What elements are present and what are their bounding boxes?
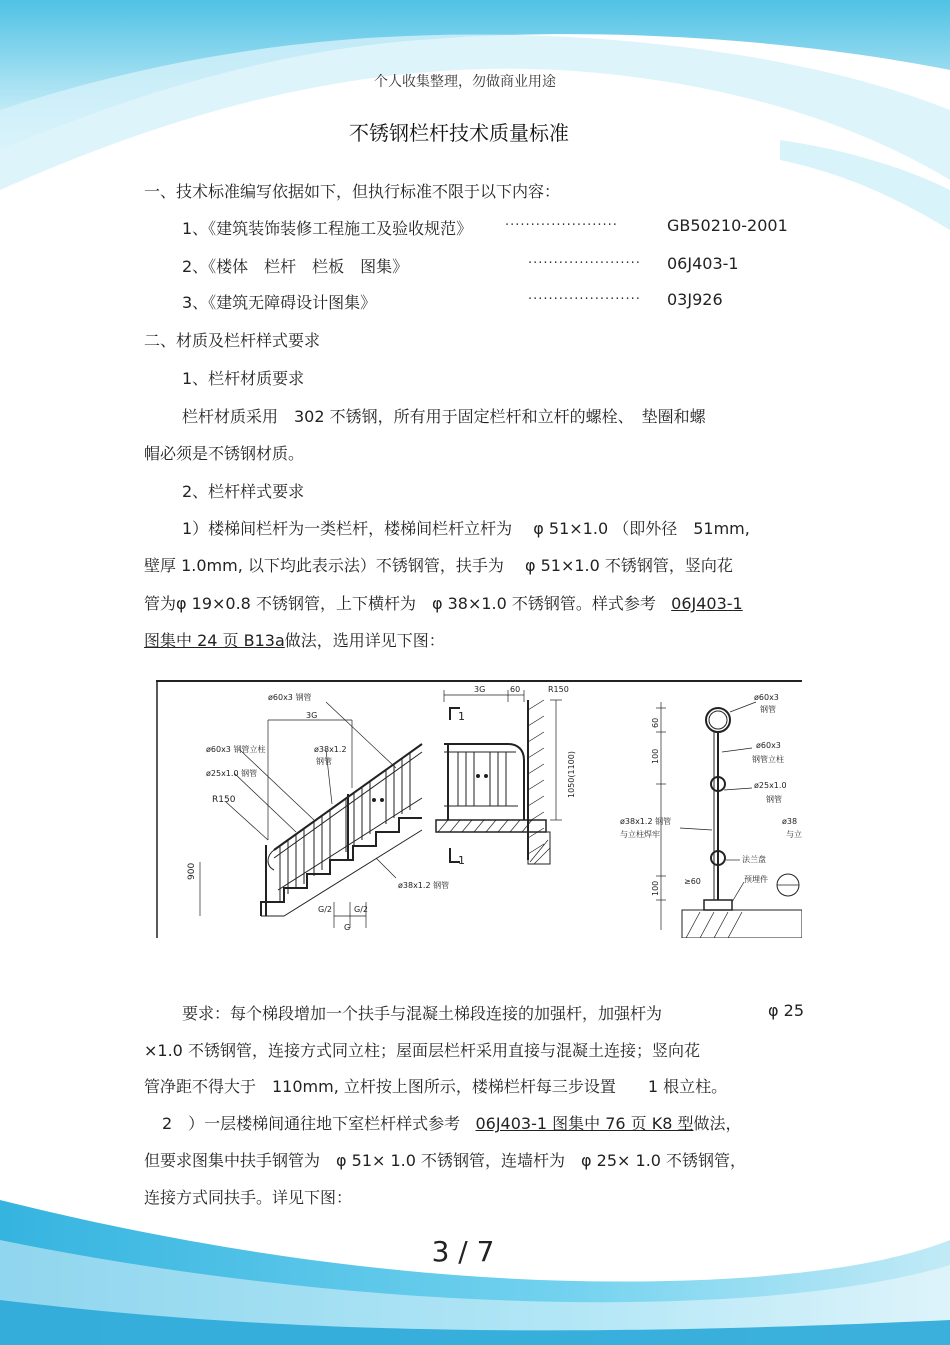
label-r-38: ø38x1.2 钢管 <box>620 817 672 826</box>
label-section-1-bottom: 1 <box>458 854 465 867</box>
label-1050: 1050(1100) <box>567 751 576 798</box>
requirement-line-2: ×1.0 不锈钢管，连接方式同立柱；屋面层栏杆采用直接与混凝土连接；竖向花 <box>144 1041 700 1060</box>
requirement-line-1-text: 要求：每个梯段增加一个扶手与混凝土梯段连接的加强杆，加强杆为 <box>182 1004 663 1023</box>
label-post: ø60x3 钢管立柱 <box>206 745 266 754</box>
rail-bolt <box>373 799 376 802</box>
item2-line-3: 连接方式同扶手。详见下图： <box>144 1188 353 1207</box>
label-r-pipe25: ø25x1.0 <box>754 781 787 790</box>
reference-name-3: 3、《建筑无障碍设计图集》 <box>182 293 377 312</box>
item2-line-1-text: 2 ）一层楼梯间通往地下室栏杆样式参考 <box>162 1114 461 1133</box>
label-pipe25: ø25x1.0 钢管 <box>206 769 258 778</box>
reference-code-1: GB50210-2001 <box>667 216 788 235</box>
label-r-pipe25-sub: 钢管 <box>766 795 782 804</box>
item1-line-3-text: 管为φ 19×0.8 不锈钢管，上下横杆为 φ 38×1.0 不锈钢管。样式参考 <box>144 594 656 613</box>
leader-dots-1: ······················ <box>505 218 618 233</box>
item1-line-2: 壁厚 1.0mm, 以下均此表示法）不锈钢管，扶手为 φ 51×1.0 不锈钢管，竖向花 <box>144 556 733 575</box>
item2-line-1 <box>162 1111 742 1134</box>
item1-line-1: 1）楼梯间栏杆为一类栏杆，楼梯间栏杆立杆为 φ 51×1.0 （即外径 51mm, <box>182 519 750 538</box>
label-pipe60: ø60x3 钢管 <box>268 693 312 702</box>
label-r-post-sub: 钢管立柱 <box>752 755 784 764</box>
label-g2-a: G/2 <box>318 905 332 914</box>
label-900: 900 <box>187 862 197 880</box>
label-mid-3g: 3G <box>474 685 486 694</box>
label-section-1-top: 1 <box>458 710 465 723</box>
label-rail38: ø38x1.2 <box>314 745 347 754</box>
label-3g: 3G <box>306 711 318 720</box>
requirement-line-1 <box>182 1001 662 1024</box>
atlas-reference-link: 06J403-1 <box>671 594 743 613</box>
reference-code-3: 03J926 <box>667 290 723 309</box>
material-paragraph-line-1: 栏杆材质采用 302 不锈钢，所有用于固定栏杆和立杆的螺栓、 垫圈和螺 <box>182 407 706 426</box>
label-r-100a: 100 <box>651 748 660 764</box>
subheading-material: 1、栏杆材质要求 <box>182 369 305 388</box>
leader-dots-3: ······················ <box>528 292 641 307</box>
label-r-60: 60 <box>651 717 660 728</box>
label-r-post: ø60x3 <box>756 741 781 750</box>
item1-line-4-text: 做法，选用详见下图： <box>284 631 445 650</box>
label-r-pipe60-sub: 钢管 <box>760 705 776 714</box>
atlas-page-reference: 图集中 24 页 B13a <box>144 631 285 650</box>
item2-line-2: 但要求图集中扶手钢管为 φ 51× 1.0 不锈钢管，连墙杆为 φ 25× 1.0 不锈钢管， <box>144 1151 747 1170</box>
reference-code-2: 06J403-1 <box>667 254 739 273</box>
watermark-text: 个人收集整理，勿做商业用途 <box>374 74 556 90</box>
subheading-style: 2、栏杆样式要求 <box>182 482 305 501</box>
post-detail-view <box>656 702 802 938</box>
reference-name-2: 2、《楼体 栏杆 栏板 图集》 <box>182 257 409 276</box>
handrail-end-curve <box>268 850 274 870</box>
label-r-100b: 100 <box>651 880 660 896</box>
material-paragraph-line-2: 帽必须是不锈钢材质。 <box>144 444 305 463</box>
requirement-line-1-end: φ 25 <box>768 1001 804 1020</box>
requirement-line-3: 管净距不得大于 110mm, 立杆按上图所示，楼梯栏杆每三步设置 1 根立柱。 <box>144 1077 728 1096</box>
stair-steps <box>261 818 422 916</box>
section-view <box>436 690 562 864</box>
reference-name-1: 1、《建筑装饰装修工程施工及验收规范》 <box>182 219 473 238</box>
page-number: 3 / 7 <box>431 1235 495 1268</box>
label-r-pipe60: ø60x3 <box>754 693 779 702</box>
railing-technical-drawing <box>156 680 802 938</box>
section1-heading: 一、技术标准编写依据如下，但执行标准不限于以下内容： <box>144 182 561 201</box>
item1-line-3 <box>144 591 743 614</box>
label-mid-60: 60 <box>510 685 521 694</box>
atlas-k8-reference: 06J403-1 图集中 76 页 K8 型 <box>475 1114 694 1133</box>
balusters-left <box>280 753 410 902</box>
label-r-38-right-sub: 与立 <box>786 830 802 839</box>
leader-lines-left <box>200 702 396 928</box>
label-r150: R150 <box>212 795 236 805</box>
rail-bolt-2 <box>381 799 384 802</box>
label-r-38-right: ø38 <box>782 817 798 826</box>
document-title: 不锈钢栏杆技术质量标准 <box>349 121 569 145</box>
label-r-embed: 预埋件 <box>744 875 768 884</box>
item1-line-4 <box>144 628 445 651</box>
label-g: G <box>344 923 351 932</box>
item2-line-1-tail: 做法， <box>693 1114 742 1133</box>
label-mid-r150: R150 <box>548 685 569 694</box>
label-r-min60: ≥60 <box>684 877 701 886</box>
label-r-flange: 法兰盘 <box>742 855 766 864</box>
section2-heading: 二、材质及栏杆样式要求 <box>144 331 321 350</box>
leader-dots-2: ······················ <box>528 256 641 271</box>
label-g2-b: G/2 <box>354 905 368 914</box>
label-r-38-sub: 与立柱焊牢 <box>620 830 660 839</box>
label-bottom-rail: ø38x1.2 钢管 <box>398 881 450 890</box>
drawing-svg <box>156 680 802 938</box>
label-rail38-sub: 钢管 <box>316 757 332 766</box>
